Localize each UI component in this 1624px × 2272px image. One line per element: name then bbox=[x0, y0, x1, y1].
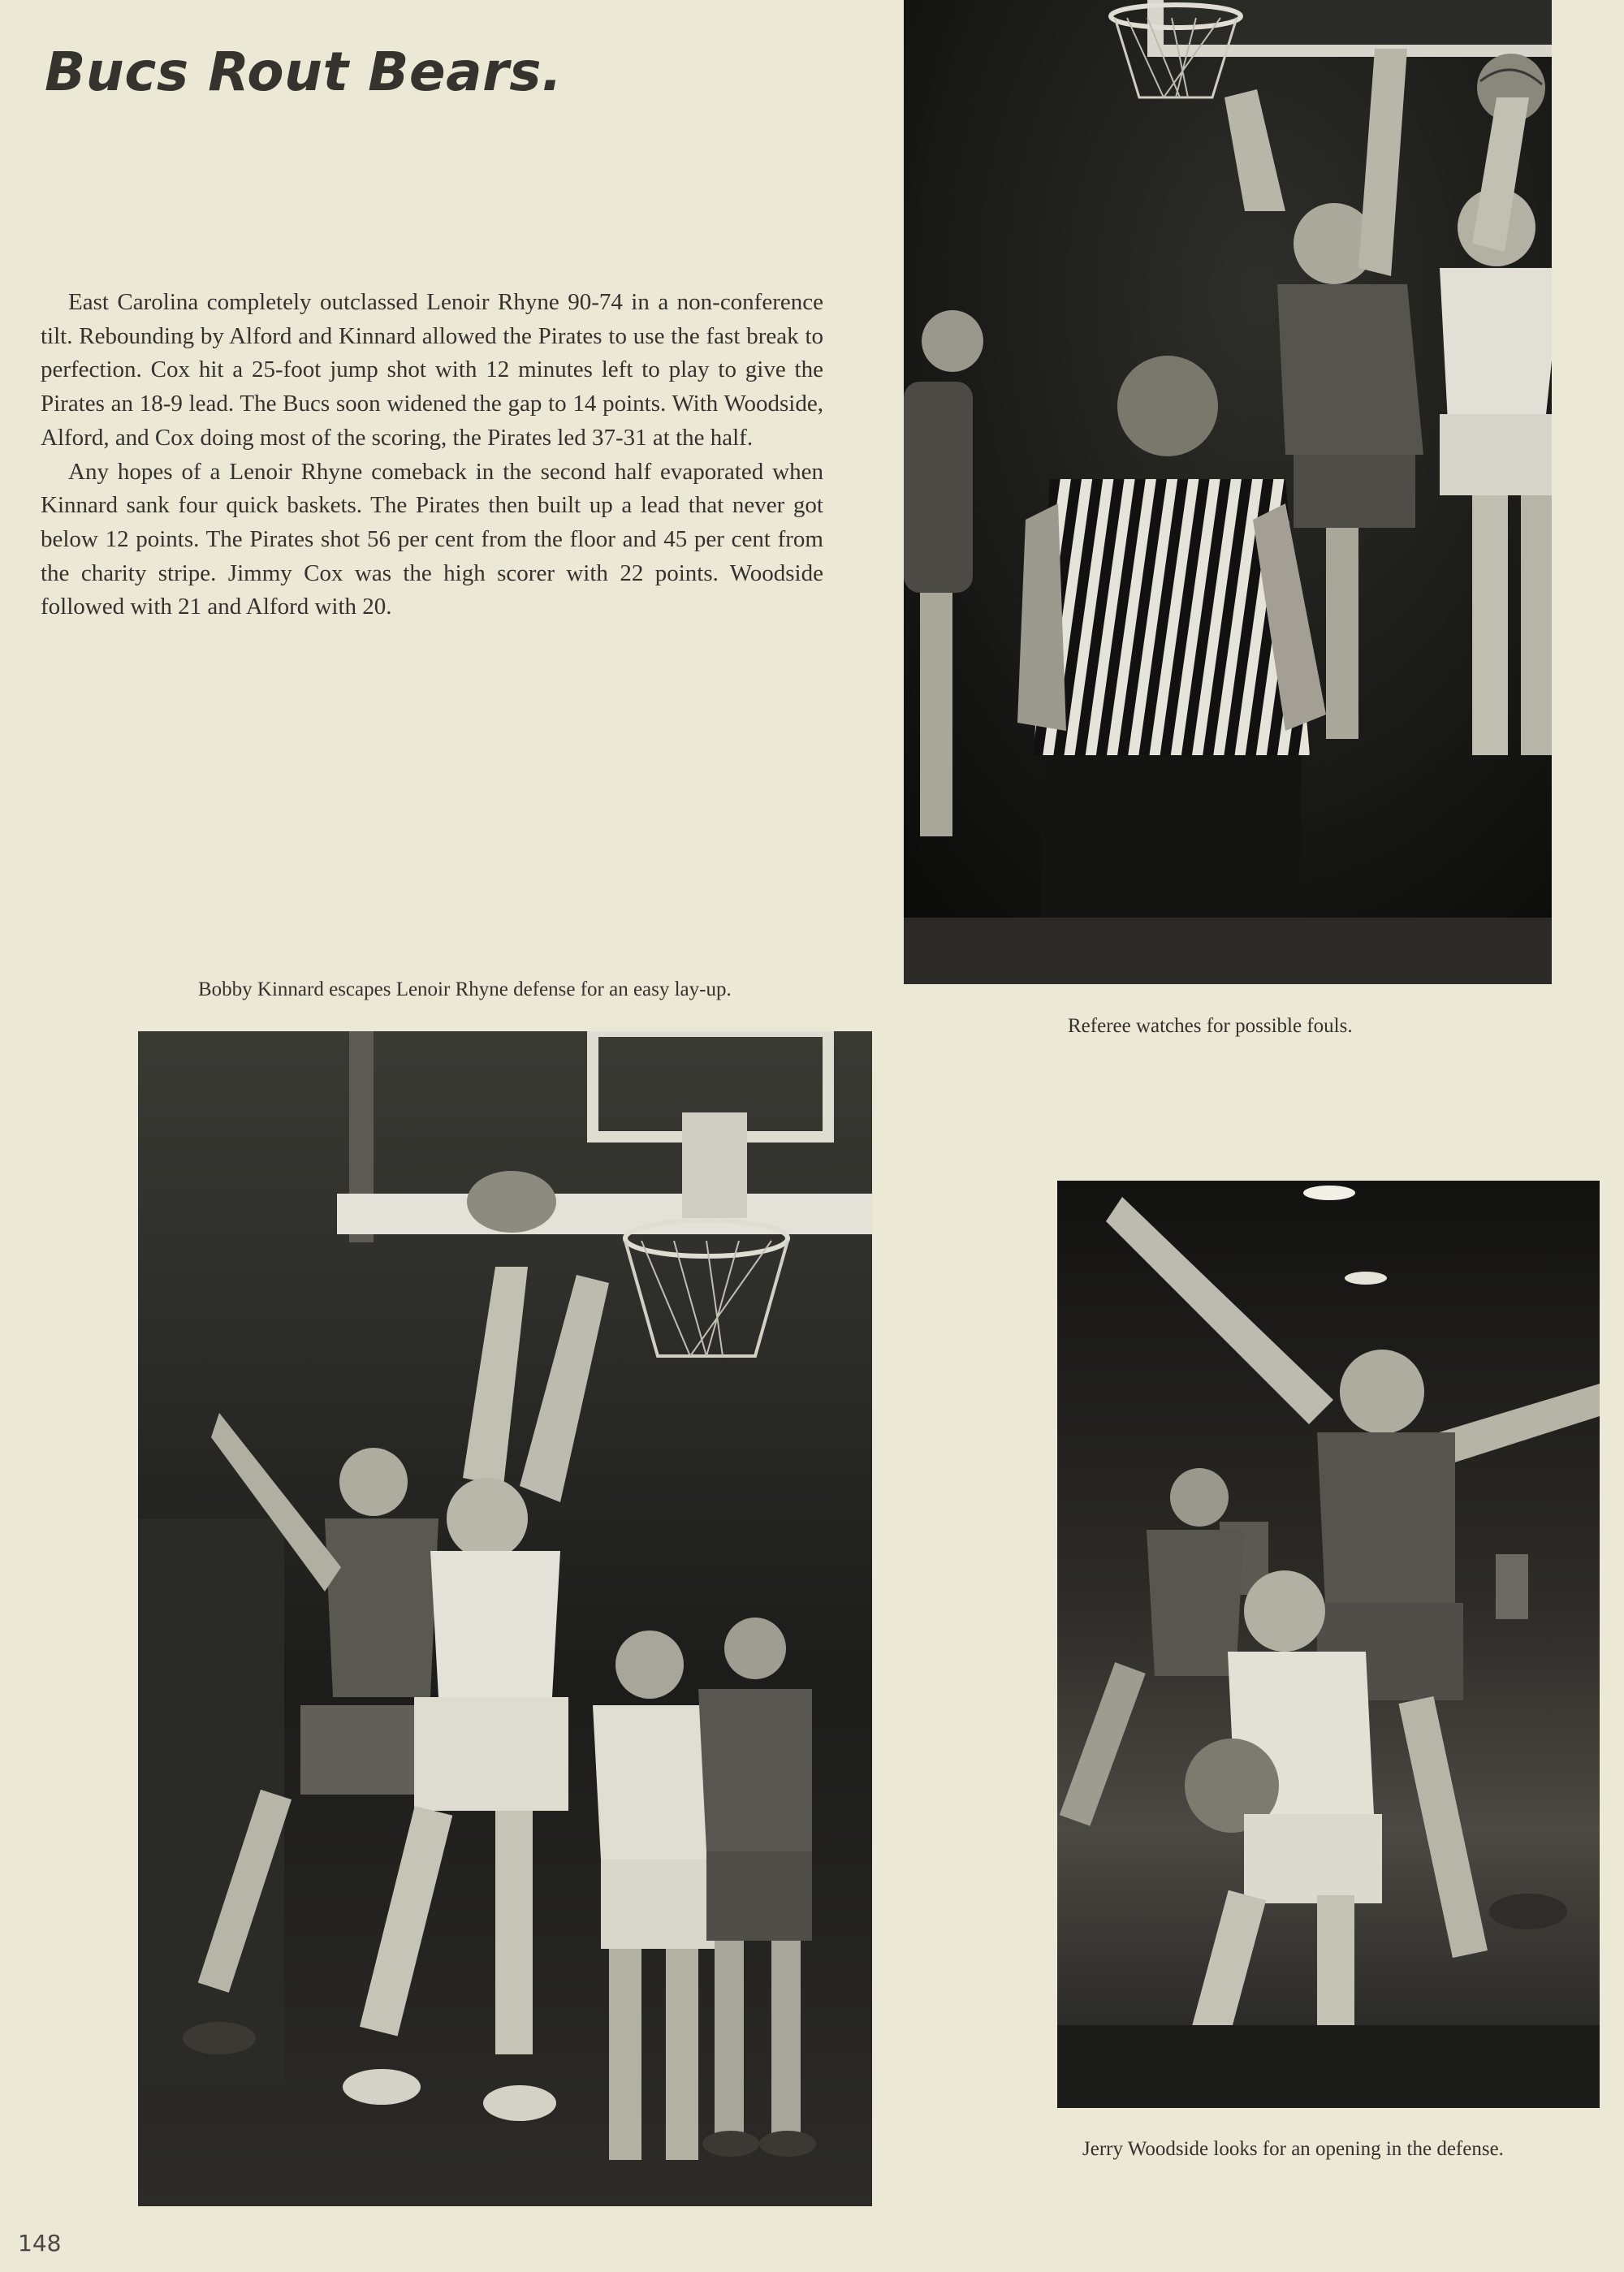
page-number: 148 bbox=[18, 2230, 62, 2257]
article-headline: Bucs Rout Bears. bbox=[45, 41, 563, 103]
article-body bbox=[41, 286, 823, 624]
photo-caption-woodside: Jerry Woodside looks for an opening in the defense. bbox=[1082, 2138, 1504, 2160]
photo-referee-illustration bbox=[904, 0, 1552, 984]
photo-caption-kinnard: Bobby Kinnard escapes Lenoir Rhyne defense for an easy lay-up. bbox=[198, 978, 732, 1000]
photo-woodside-drive bbox=[1057, 1181, 1600, 2108]
photo-kinnard-layup bbox=[138, 1031, 872, 2206]
photo-caption-referee: Referee watches for possible fouls. bbox=[1068, 1015, 1353, 1037]
photo-kinnard-illustration bbox=[138, 1031, 872, 2206]
photo-referee-rebound bbox=[904, 0, 1552, 984]
article-paragraph: Any hopes of a Lenoir Rhyne comeback in the second half evaporated when Kinnard sank four quick baskets. The Pirates then built up a lead that never got below 12 points. The Pirates shot 56 per cent from the floor and 45 per cent from the charity stripe. Jimmy Cox was the high scorer with 22 points. Woodside followed with 21 and Alford with 20. bbox=[41, 458, 823, 620]
photo-woodside-illustration bbox=[1057, 1181, 1600, 2108]
article-paragraph: East Carolina completely outclassed Lenoir Rhyne 90-74 in a non-conference tilt. Rebounding by Alford and Kinnard allowed the Pirates to use the fast break to perfection. Cox hit a 25-foot jump shot with 12 minutes left to play to give the Pirates an 18-9 lead. The Bucs soon widened the gap to 14 points. With Woodside, Alford, and Cox doing most of the scoring, the Pirates led 37-31 at the half. bbox=[41, 289, 823, 451]
